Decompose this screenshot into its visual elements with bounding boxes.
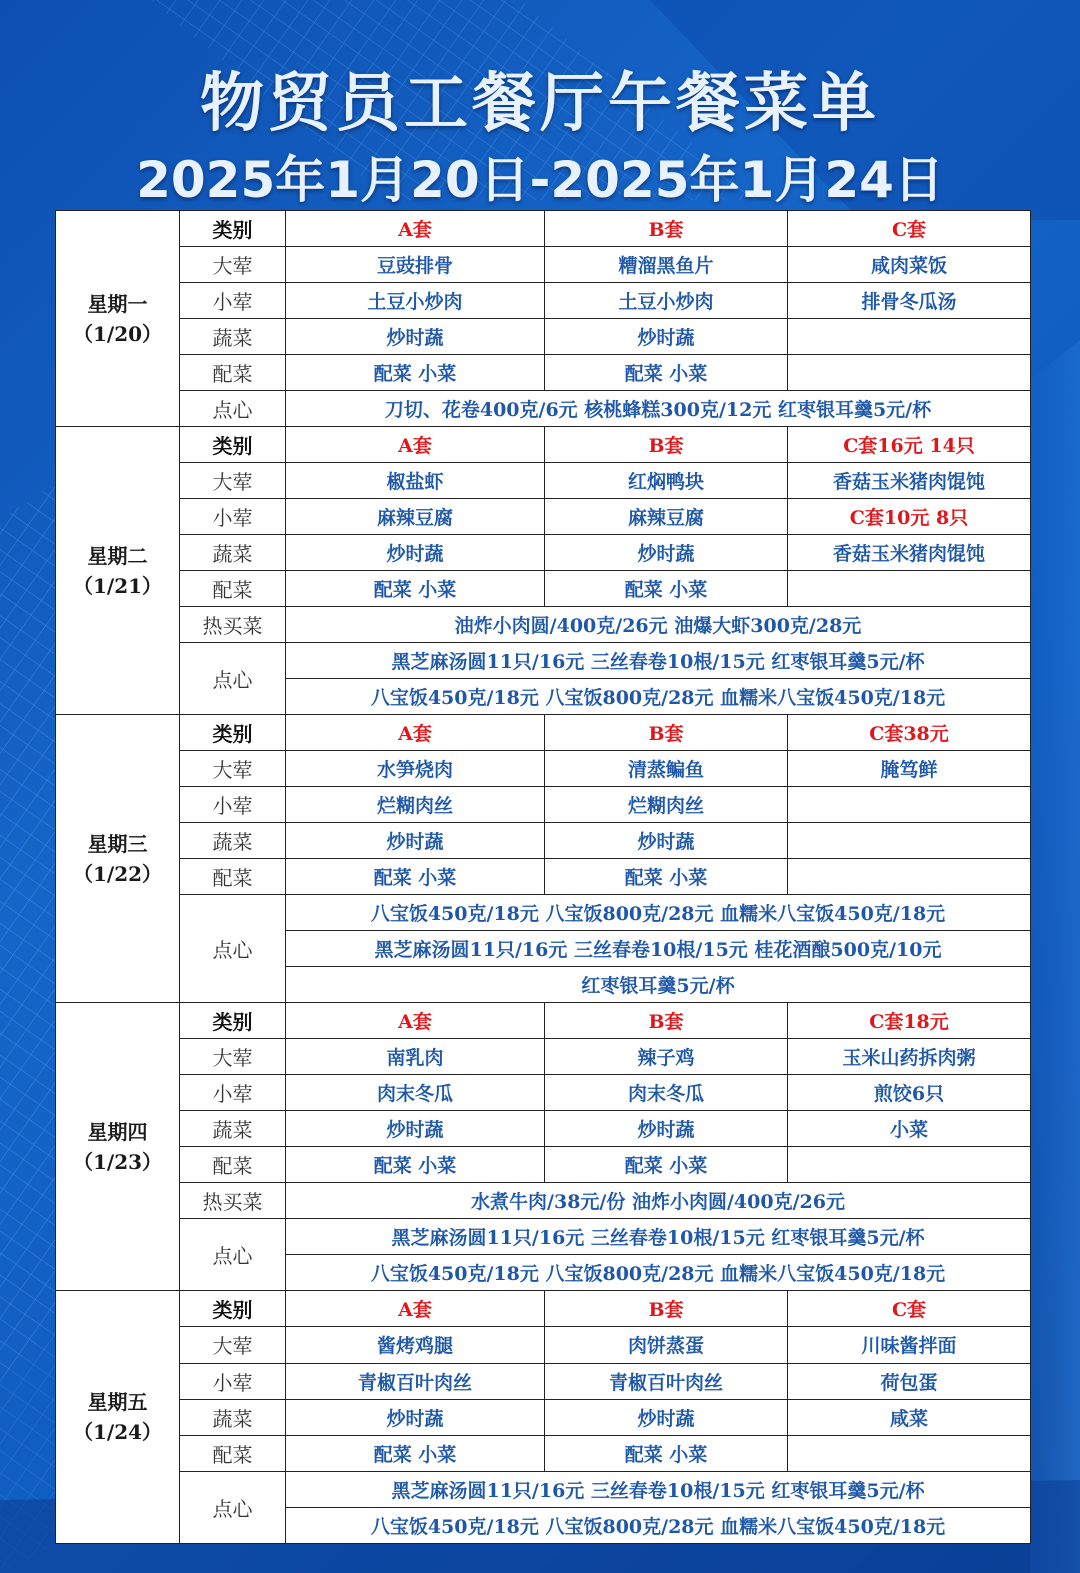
table-row — [56, 1327, 1031, 1363]
row-label: 大荤 — [180, 463, 286, 499]
set-header-c: C套18元 — [788, 1003, 1031, 1039]
day-date: （1/24） — [72, 1420, 163, 1445]
extra-line: 油炸小肉圆/400克/26元 油爆大虾300克/28元 — [286, 607, 1031, 643]
table-row — [56, 607, 1031, 643]
set-header-b: B套 — [545, 715, 788, 751]
set-header-b: B套 — [545, 1291, 788, 1327]
table-row — [56, 859, 1031, 895]
day-cell — [56, 1291, 180, 1544]
day-cell — [56, 211, 180, 427]
dish-cell-b: 配菜 小菜 — [545, 355, 788, 391]
dish-cell-b: 炒时蔬 — [545, 1111, 788, 1147]
set-header-b: B套 — [545, 211, 788, 247]
row-label: 小荤 — [180, 1363, 286, 1399]
dish-cell-a: 炒时蔬 — [286, 1111, 545, 1147]
dish-cell-a: 配菜 小菜 — [286, 571, 545, 607]
row-label: 配菜 — [180, 1147, 286, 1183]
row-label: 蔬菜 — [180, 823, 286, 859]
table-row — [56, 391, 1031, 427]
extra-line: 黑芝麻汤圆11只/16元 三丝春卷10根/15元 红枣银耳羹5元/杯 — [286, 1219, 1031, 1255]
table-row — [56, 1399, 1031, 1435]
table-row — [56, 895, 1031, 931]
dish-cell-b: 炒时蔬 — [545, 319, 788, 355]
row-label: 热买菜 — [180, 1183, 286, 1219]
table-row — [56, 571, 1031, 607]
table-row — [56, 535, 1031, 571]
row-label: 点心 — [180, 895, 286, 1003]
dish-cell-b: 辣子鸡 — [545, 1039, 788, 1075]
set-header-a: A套 — [286, 427, 545, 463]
dish-cell-b: 青椒百叶肉丝 — [545, 1363, 788, 1399]
table-row — [56, 823, 1031, 859]
row-label: 大荤 — [180, 751, 286, 787]
row-label: 配菜 — [180, 859, 286, 895]
dish-cell-c: 咸菜 — [788, 1399, 1031, 1435]
day-cell — [56, 427, 180, 715]
table-row — [56, 1219, 1031, 1255]
menu-title: 物贸员工餐厅午餐菜单 — [200, 67, 880, 141]
row-label: 小荤 — [180, 499, 286, 535]
row-label: 蔬菜 — [180, 535, 286, 571]
day-date: （1/22） — [72, 861, 163, 886]
table-row — [56, 355, 1031, 391]
table-row — [56, 1039, 1031, 1075]
dish-cell-b: 糟溜黑鱼片 — [545, 247, 788, 283]
date-range: 2025年1月20日-2025年1月24日 — [136, 151, 944, 209]
row-label: 小荤 — [180, 283, 286, 319]
dish-cell-c: 小菜 — [788, 1111, 1031, 1147]
extra-line: 红枣银耳羹5元/杯 — [286, 967, 1031, 1003]
dish-cell-b: 麻辣豆腐 — [545, 499, 788, 535]
dish-cell-c: 川味酱拌面 — [788, 1327, 1031, 1363]
table-row — [56, 1291, 1031, 1327]
dish-cell-a: 椒盐虾 — [286, 463, 545, 499]
table-row — [56, 211, 1031, 247]
extra-line: 水煮牛肉/38元/份 油炸小肉圆/400克/26元 — [286, 1183, 1031, 1219]
dish-cell-c — [788, 571, 1031, 607]
set-header-b: B套 — [545, 427, 788, 463]
extra-line: 八宝饭450克/18元 八宝饭800克/28元 血糯米八宝饭450克/18元 — [286, 895, 1031, 931]
table-row — [56, 751, 1031, 787]
set-header-c: C套16元 14只 — [788, 427, 1031, 463]
dish-cell-a: 炒时蔬 — [286, 1399, 545, 1435]
set-header-c: C套 — [788, 211, 1031, 247]
row-label: 配菜 — [180, 571, 286, 607]
row-label: 类别 — [180, 211, 286, 247]
dish-cell-b: 炒时蔬 — [545, 1399, 788, 1435]
dish-cell-a: 麻辣豆腐 — [286, 499, 545, 535]
row-label: 小荤 — [180, 787, 286, 823]
table-row — [56, 1471, 1031, 1507]
dish-cell-b: 炒时蔬 — [545, 535, 788, 571]
table-row — [56, 715, 1031, 751]
dish-cell-c — [788, 1147, 1031, 1183]
row-label: 蔬菜 — [180, 319, 286, 355]
extra-line: 黑芝麻汤圆11只/16元 三丝春卷10根/15元 红枣银耳羹5元/杯 — [286, 1471, 1031, 1507]
dish-cell-a: 南乳肉 — [286, 1039, 545, 1075]
row-label: 类别 — [180, 1003, 286, 1039]
table-row — [56, 283, 1031, 319]
dish-cell-c: 香菇玉米猪肉馄饨 — [788, 535, 1031, 571]
table-row — [56, 1147, 1031, 1183]
dish-cell-b: 炒时蔬 — [545, 823, 788, 859]
set-header-c: C套 — [788, 1291, 1031, 1327]
day-cell — [56, 1003, 180, 1291]
row-label: 大荤 — [180, 1039, 286, 1075]
day-name: 星期一 — [87, 291, 148, 316]
table-row — [56, 247, 1031, 283]
day-date: （1/21） — [72, 573, 163, 598]
row-label: 类别 — [180, 1291, 286, 1327]
row-label: 大荤 — [180, 1327, 286, 1363]
extra-line: 黑芝麻汤圆11只/16元 三丝春卷10根/15元 红枣银耳羹5元/杯 — [286, 643, 1031, 679]
table-row — [56, 319, 1031, 355]
set-header-a: A套 — [286, 211, 545, 247]
dish-cell-b: 配菜 小菜 — [545, 1147, 788, 1183]
dish-cell-c: 荷包蛋 — [788, 1363, 1031, 1399]
dish-cell-b: 配菜 小菜 — [545, 1435, 788, 1471]
dish-cell-a: 配菜 小菜 — [286, 1147, 545, 1183]
dish-cell-c: 煎饺6只 — [788, 1075, 1031, 1111]
dish-cell-c: C套10元 8只 — [788, 499, 1031, 535]
dish-cell-a: 肉末冬瓜 — [286, 1075, 545, 1111]
extra-line: 黑芝麻汤圆11只/16元 三丝春卷10根/15元 桂花酒酿500克/10元 — [286, 931, 1031, 967]
row-label: 大荤 — [180, 247, 286, 283]
dish-cell-a: 配菜 小菜 — [286, 355, 545, 391]
row-label: 小荤 — [180, 1075, 286, 1111]
day-name: 星期二 — [87, 543, 148, 568]
dish-cell-a: 土豆小炒肉 — [286, 283, 545, 319]
dish-cell-a: 炒时蔬 — [286, 319, 545, 355]
dish-cell-a: 炒时蔬 — [286, 823, 545, 859]
row-label: 点心 — [180, 1219, 286, 1291]
row-label: 配菜 — [180, 1435, 286, 1471]
dish-cell-b: 烂糊肉丝 — [545, 787, 788, 823]
extra-line: 八宝饭450克/18元 八宝饭800克/28元 血糯米八宝饭450克/18元 — [286, 1507, 1031, 1543]
day-name: 星期三 — [87, 831, 148, 856]
extra-line: 八宝饭450克/18元 八宝饭800克/28元 血糯米八宝饭450克/18元 — [286, 1255, 1031, 1291]
extra-line: 八宝饭450克/18元 八宝饭800克/28元 血糯米八宝饭450克/18元 — [286, 679, 1031, 715]
dish-cell-c: 玉米山药拆肉粥 — [788, 1039, 1031, 1075]
dish-cell-a: 水笋烧肉 — [286, 751, 545, 787]
table-row — [56, 1183, 1031, 1219]
row-label: 蔬菜 — [180, 1399, 286, 1435]
dish-cell-c — [788, 355, 1031, 391]
table-row — [56, 787, 1031, 823]
table-row — [56, 1435, 1031, 1471]
dish-cell-b: 土豆小炒肉 — [545, 283, 788, 319]
table-row — [56, 499, 1031, 535]
dish-cell-b: 清蒸鳊鱼 — [545, 751, 788, 787]
row-label: 热买菜 — [180, 607, 286, 643]
dish-cell-a: 青椒百叶肉丝 — [286, 1363, 545, 1399]
table-row — [56, 463, 1031, 499]
table-row — [56, 1075, 1031, 1111]
dish-cell-a: 酱烤鸡腿 — [286, 1327, 545, 1363]
table-row — [56, 643, 1031, 679]
row-label: 蔬菜 — [180, 1111, 286, 1147]
row-label: 类别 — [180, 427, 286, 463]
dish-cell-c — [788, 787, 1031, 823]
dish-cell-b: 配菜 小菜 — [545, 859, 788, 895]
day-date: （1/20） — [72, 321, 163, 346]
set-header-a: A套 — [286, 1291, 545, 1327]
table-row — [56, 427, 1031, 463]
dish-cell-a: 炒时蔬 — [286, 535, 545, 571]
dish-cell-b: 肉末冬瓜 — [545, 1075, 788, 1111]
dish-cell-c — [788, 319, 1031, 355]
dish-cell-a: 烂糊肉丝 — [286, 787, 545, 823]
row-label: 配菜 — [180, 355, 286, 391]
set-header-a: A套 — [286, 1003, 545, 1039]
table-row — [56, 1003, 1031, 1039]
dish-cell-c — [788, 1435, 1031, 1471]
row-label: 点心 — [180, 1471, 286, 1543]
row-label: 点心 — [180, 391, 286, 427]
set-header-a: A套 — [286, 715, 545, 751]
dish-cell-c: 排骨冬瓜汤 — [788, 283, 1031, 319]
extra-line: 刀切、花卷400克/6元 核桃蜂糕300克/12元 红枣银耳羹5元/杯 — [286, 391, 1031, 427]
dish-cell-b: 红焖鸭块 — [545, 463, 788, 499]
set-header-c: C套38元 — [788, 715, 1031, 751]
menu-table — [55, 210, 1031, 1544]
dish-cell-a: 豆豉排骨 — [286, 247, 545, 283]
dish-cell-c — [788, 859, 1031, 895]
set-header-b: B套 — [545, 1003, 788, 1039]
dish-cell-a: 配菜 小菜 — [286, 1435, 545, 1471]
dish-cell-b: 配菜 小菜 — [545, 571, 788, 607]
day-cell — [56, 715, 180, 1003]
day-date: （1/23） — [72, 1149, 163, 1174]
dish-cell-a: 配菜 小菜 — [286, 859, 545, 895]
day-name: 星期四 — [87, 1119, 148, 1144]
dish-cell-c — [788, 823, 1031, 859]
row-label: 点心 — [180, 643, 286, 715]
dish-cell-b: 肉饼蒸蛋 — [545, 1327, 788, 1363]
row-label: 类别 — [180, 715, 286, 751]
dish-cell-c: 腌笃鲜 — [788, 751, 1031, 787]
table-row — [56, 1363, 1031, 1399]
dish-cell-c: 咸肉菜饭 — [788, 247, 1031, 283]
table-row — [56, 1111, 1031, 1147]
dish-cell-c: 香菇玉米猪肉馄饨 — [788, 463, 1031, 499]
day-name: 星期五 — [87, 1390, 148, 1415]
